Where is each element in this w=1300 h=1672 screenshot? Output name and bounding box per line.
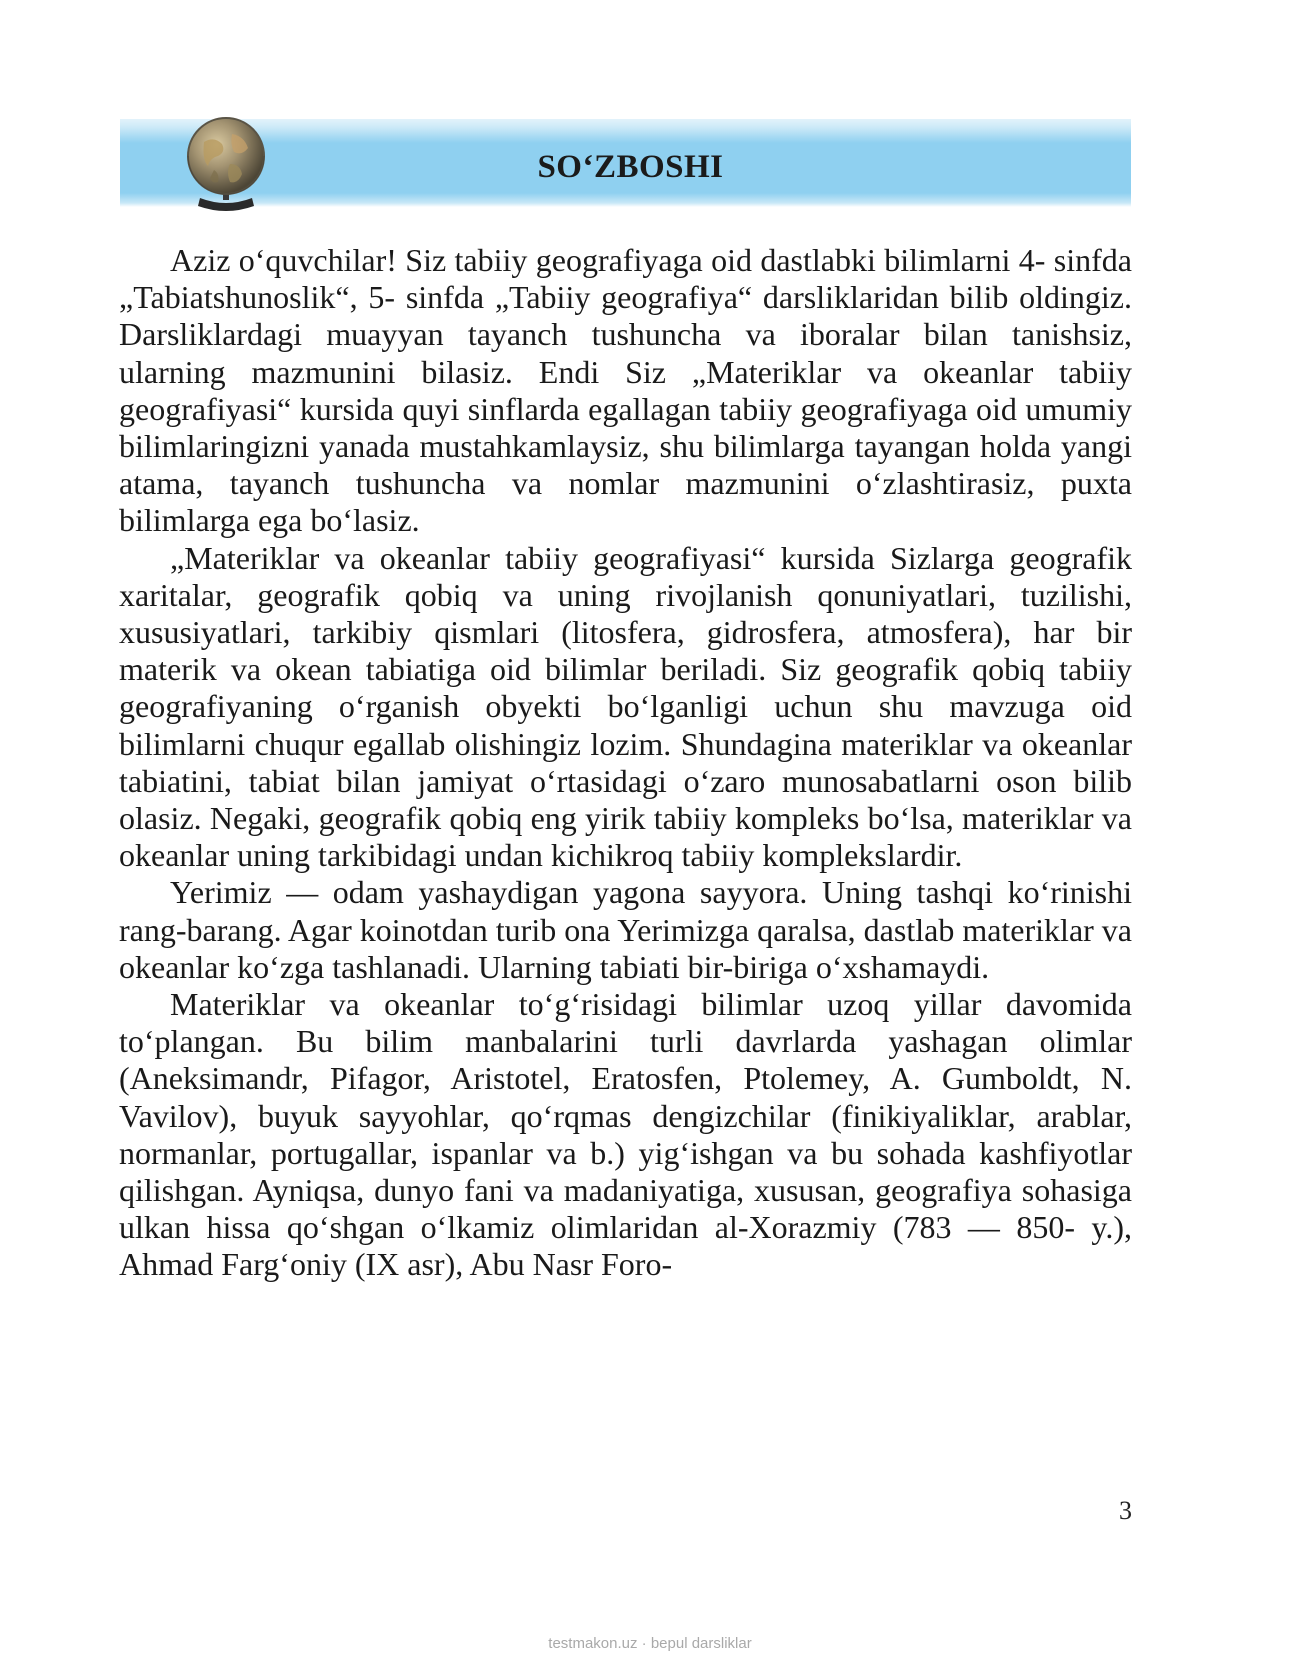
page-title: SO‘ZBOSHI	[537, 149, 724, 185]
paragraph: „Materiklar va okeanlar tabiiy geografiyasi“ kursida Sizlarga geografik xaritalar, geografik qobiq va uning rivojlanish qonuniyatlari, tuzilishi, xususiyatlari, tarkibiy qismlari (litosfera, gidrosfera, atmosfera), har bir materik va okean tabiatiga oid bilimlar beriladi. Siz geografik qobiq tabiiy geografiyaning o‘rganish obyekti bo‘lganligi uchun shu mavzuga oid bilimlarni chuqur egallab olishingiz lozim. Shundagina materiklar va okeanlar tabiatini, tabiat bilan jamiyat o‘rtasidagi o‘zaro munosabatlarni oson bilib olasiz. Negaki, geografik qobiq eng yirik tabiiy kompleks bo‘lsa, materiklar va okeanlar uning tarkibidagi undan kichikroq tabiiy komplekslardir.	[119, 539, 1132, 874]
page-number: 3	[1119, 1496, 1132, 1525]
paragraph: Aziz o‘quvchilar! Siz tabiiy geografiyaga oid dastlabki bilimlarni 4- sinfda „Tabiatshunoslik“, 5- sinfda „Tabiiy geografiya“ darsliklaridan bilib oldingiz. Darsliklardagi muayyan tayanch tushuncha va iboralar bilan tanishsiz, ularning mazmunini bilasiz. Endi Siz „Materiklar va okeanlar tabiiy geografiyasi“ kursida quyi sinflarda egallagan tabiiy geografiyaga oid umumiy bilimlaringizni yanada mustahkamlaysiz, shu bilimlarga tayangan holda yangi atama, tayanch tushuncha va nomlar mazmunini o‘zlashtirasiz, puxta bilimlarga ega bo‘lasiz.	[119, 242, 1132, 539]
footer-credit: testmakon.uz · bepul darsliklar	[548, 1635, 752, 1652]
paragraph: Materiklar va okeanlar to‘g‘risidagi bilimlar uzoq yillar davomida to‘plangan. Bu bilim manbalarini turli davrlarda yashagan olimlar (Aneksimandr, Pifagor, Aristotel, Eratosfen, Ptolemey, A. Gumboldt, N. Vavilov), buyuk sayyohlar, qo‘rqmas dengizchilar (finikiyaliklar, arablar, normanlar, portugallar, ispanlar va b.) yig‘ishgan va bu sohada kashfiyotlar qilishgan. Ayniqsa, dunyo fani va madaniyatiga, xususan, geografiya sohasiga ulkan hissa qo‘shgan o‘lkamiz olimlaridan al-Xorazmiy (783 — 850- y.), Ahmad Farg‘oniy (IX asr), Abu Nasr Foro-	[119, 986, 1132, 1283]
body-text	[119, 242, 1132, 1284]
paragraph: Yerimiz — odam yashaydigan yagona sayyora. Uning tashqi ko‘rinishi rang-barang. Agar koinotdan turib ona Yerimizga qaralsa, dastlab materiklar va okeanlar ko‘zga tashlanadi. Ularning tabiati bir-biriga o‘xshamaydi.	[119, 874, 1132, 985]
